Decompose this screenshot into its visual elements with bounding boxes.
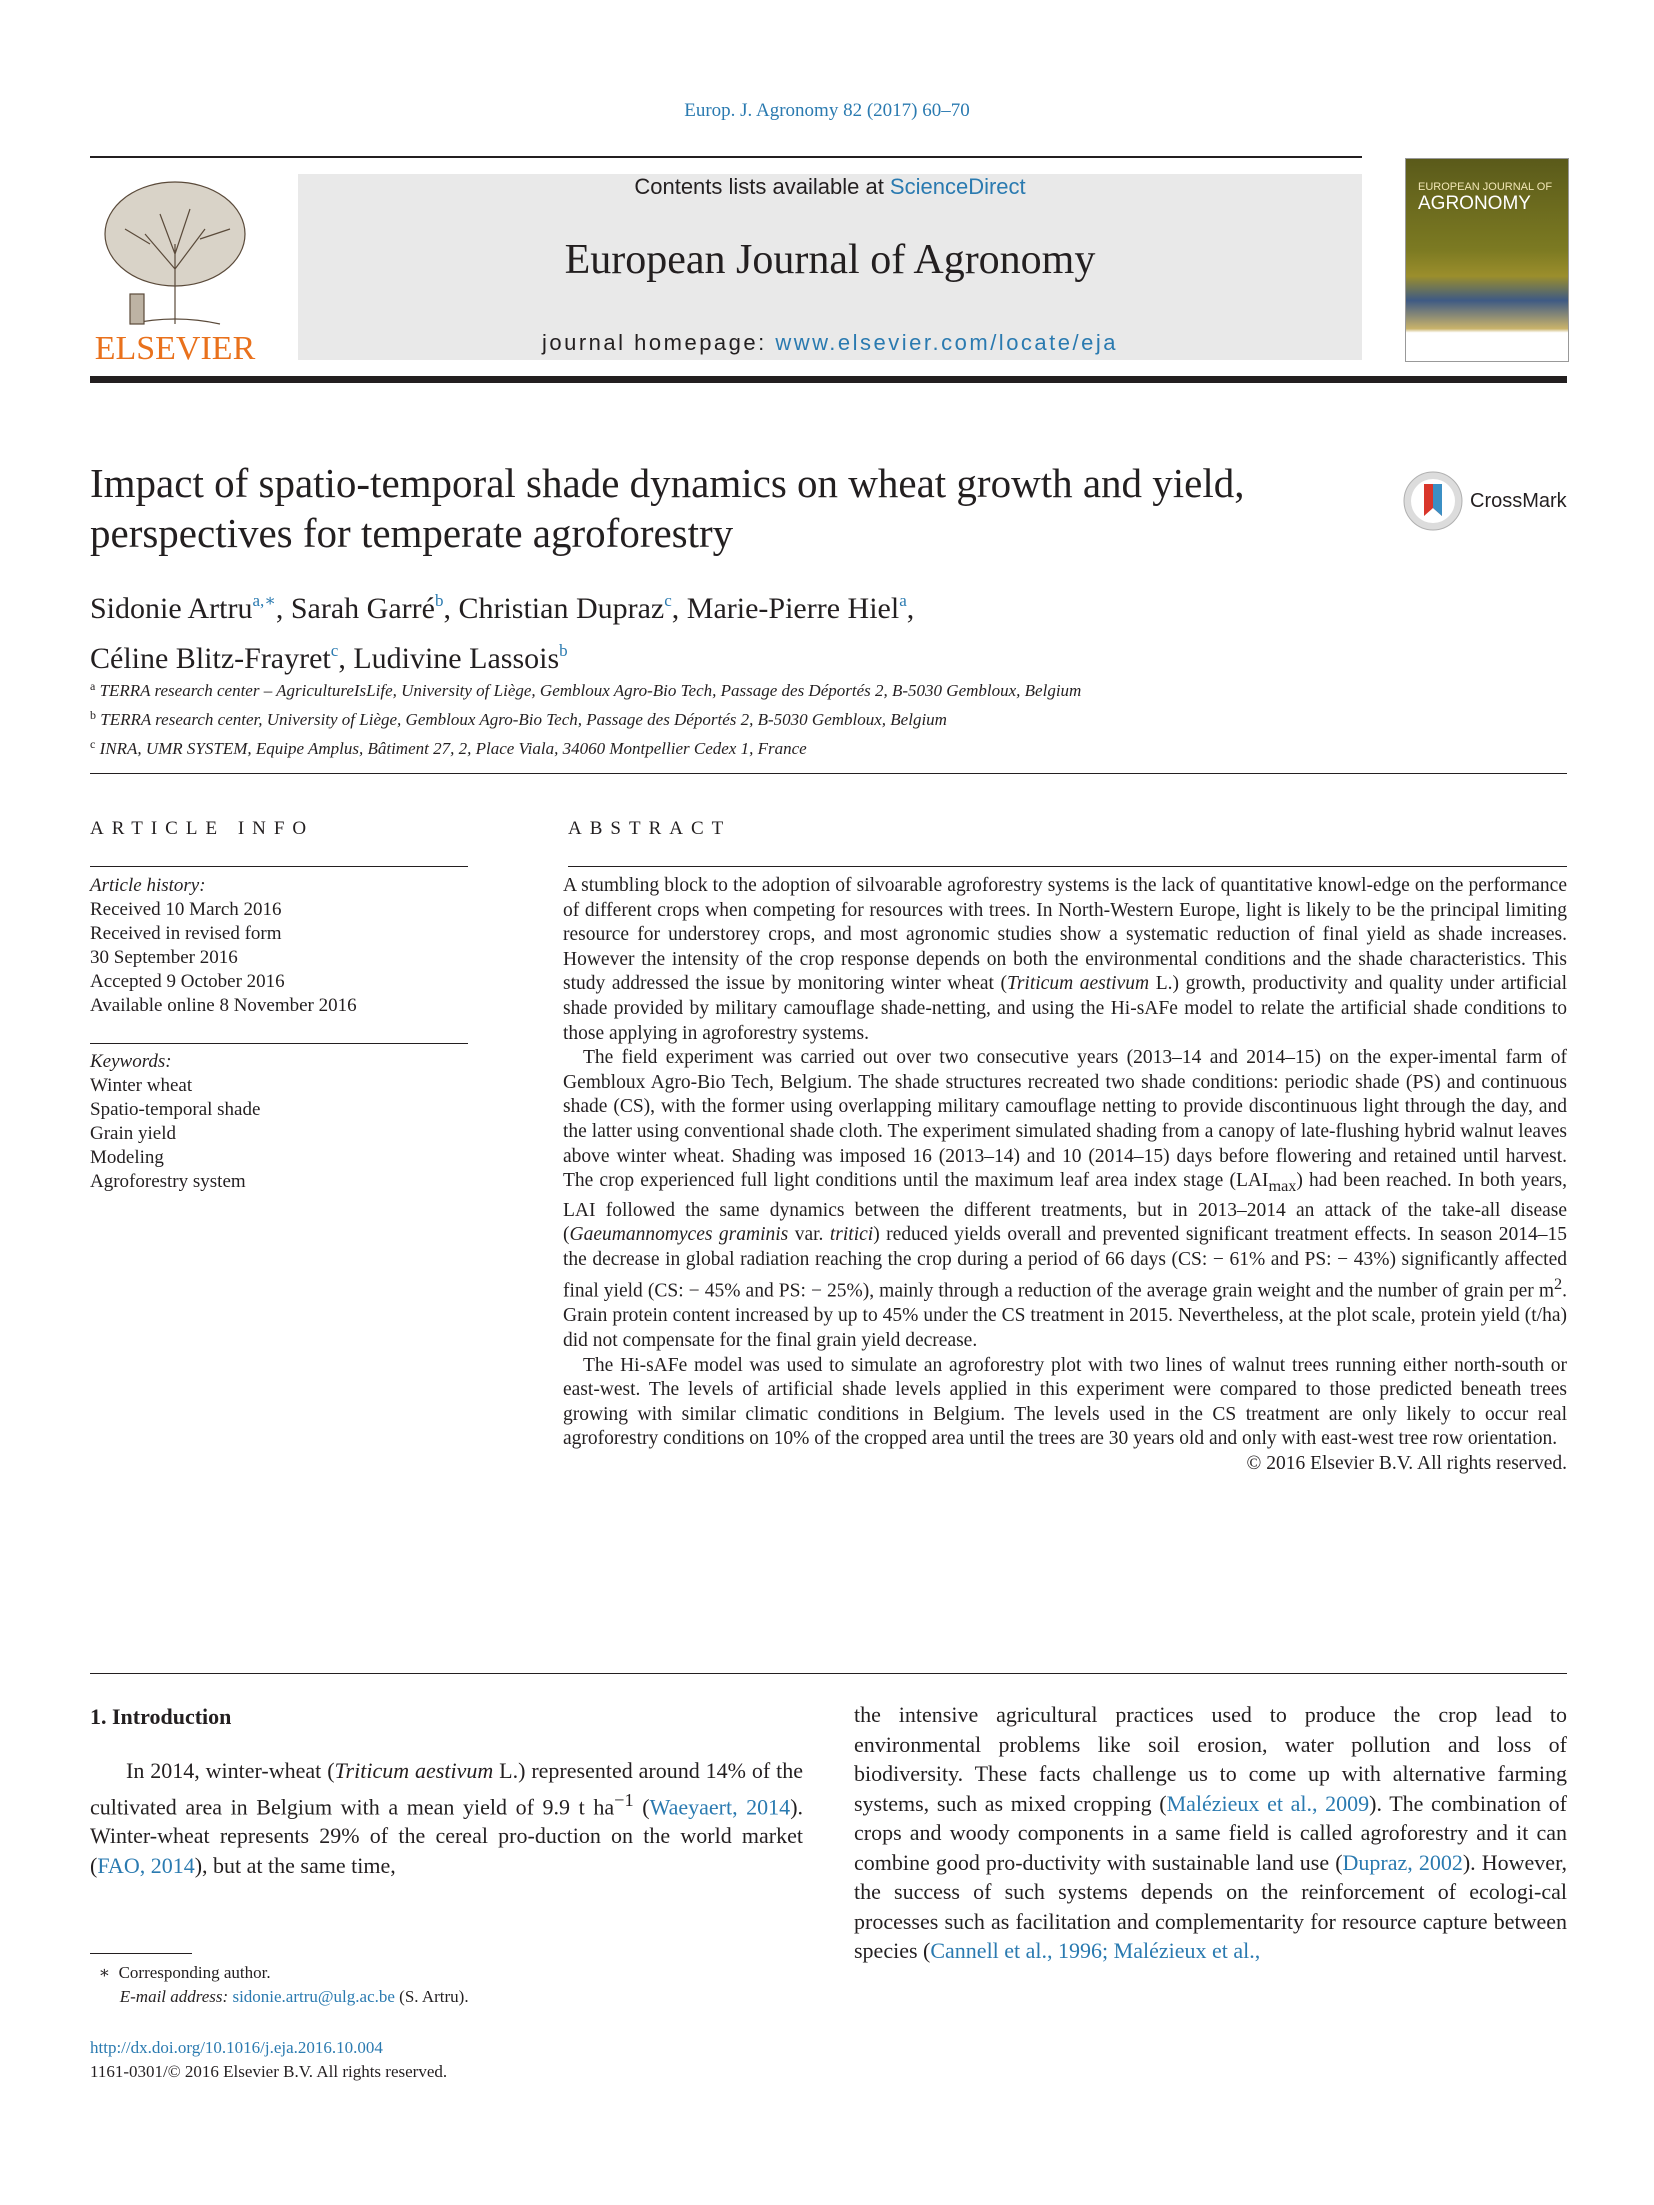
journal-name: European Journal of Agronomy (564, 237, 1096, 283)
author-affiliation-marker[interactable]: b (434, 591, 444, 610)
footnote (90, 1961, 790, 2009)
keyword: Modeling (90, 1147, 164, 1168)
abstract-paragraph: The Hi-sAFe model was used to simulate an agroforestry plot with two lines of walnut trees running either north-south or east-west. The levels of artificial shade levels applied in this experiment were compared to those predicted beneath trees growing with similar climatic conditions in Belgium. The levels used in the CS treatment are only likely to occur real agroforestry conditions on 10% of the cropped area until the trees are 30 years old and only with east-west tree row orientation. (563, 1354, 1567, 1450)
citation-link[interactable]: Malézieux et al., 2009 (1166, 1790, 1370, 1816)
abstract-label: ABSTRACT (568, 818, 732, 839)
section-rule (90, 1673, 1567, 1674)
author-affiliation-marker[interactable]: a,∗ (252, 591, 276, 610)
citation-link[interactable]: Cannell et al., 1996; Malézieux et al., (930, 1938, 1261, 1963)
footnote-mark: ∗ (98, 1963, 111, 1982)
author-separator: , (275, 592, 291, 625)
affiliation (90, 674, 1390, 703)
author[interactable]: Sidonie Artru (90, 592, 253, 625)
crossmark-label: CrossMark (1470, 490, 1567, 512)
author-separator: , (338, 642, 354, 675)
abstract-paragraph (563, 874, 1567, 1046)
history-item: Accepted 9 October 2016 (90, 971, 285, 992)
crossmark-icon (1402, 470, 1464, 532)
species-name: Triticum aestivum (1007, 973, 1150, 995)
body-column-left (90, 1756, 803, 1880)
body-column-right (854, 1700, 1567, 1966)
pathogen-name: Gaeumannomyces graminis (569, 1224, 789, 1246)
homepage-prefix: journal homepage: (542, 330, 776, 355)
abstract-text: The field experiment was carried out over two consecutive years (2013–14 and 2014–15) on the exper-imental farm of Gembloux Agro-Bio Tech, Belgium. The shade structures recreated two shade conditions: periodic shade (PS) and continuous shade (CS), with the former using overlapping military camouflage netting to provide discontinuous light through the day, and the latter using conventional shade cloth. The experiment simulated shading from a canopy of late-flushing hybrid walnut leaves above winter wheat. Shading was imposed 16 (2013–14) and 10 (2014–15) days before flowering and retained until harvest. The crop experienced full light conditions until the maximum leaf area index stage (LAI (563, 1047, 1567, 1192)
keyword: Winter wheat (90, 1075, 193, 1096)
author[interactable]: Céline Blitz-Frayret (90, 642, 331, 675)
history-item: Available online 8 November 2016 (90, 995, 357, 1016)
affiliations (90, 674, 1390, 761)
abstract-rule (568, 866, 1567, 867)
affiliation (90, 703, 1390, 732)
homepage-link[interactable]: www.elsevier.com/locate/eja (775, 330, 1118, 355)
body-text: ). However, the success of such systems depends on the reinforcement of ecologi-cal processes such as facilitation and complementarity for resource capture between species ( (854, 1849, 1568, 1963)
sciencedirect-link[interactable]: ScienceDirect (889, 174, 1026, 199)
abstract-copyright: © 2016 Elsevier B.V. All rights reserved. (1246, 1453, 1567, 1475)
crossmark-badge[interactable] (1402, 470, 1572, 536)
history-item: Received in revised form (90, 923, 282, 944)
body-text: ), but at the same time, (194, 1852, 396, 1878)
affiliation-key: b (90, 708, 96, 722)
author-separator: , (906, 592, 915, 625)
footnote-corresponding (90, 1961, 790, 1985)
homepage-line (298, 330, 1362, 356)
email-link[interactable]: sidonie.artru@ulg.ac.be (232, 1987, 395, 2006)
article-title: Impact of spatio-temporal shade dynamics on wheat growth and yield, perspectives for temperate agroforestry (90, 460, 1245, 556)
citation-link[interactable]: Waeyaert, 2014 (649, 1793, 791, 1819)
abstract-text: A stumbling block to the adoption of silvoarable agroforestry systems is the lack of quantitative knowl-edge on the performance of different crops when competing for resources with trees. In North-Western Europe, light is likely to be the principal limiting resource for understorey crops, and most agronomic studies show a systematic reduction of final yield as shade increases. However the intensity of the crop response depends on both the environmental conditions and the shade characteristics. This study addressed the issue by monitoring winter wheat ( (563, 875, 1567, 995)
doi-link[interactable]: http://dx.doi.org/10.1016/j.eja.2016.10.004 (90, 2038, 383, 2057)
history-item: 30 September 2016 (90, 947, 238, 968)
author-separator: , (443, 592, 459, 625)
info-rule (90, 1043, 468, 1044)
abstract-text: L.) growth, productivity and quality under artificial shade provided by military camouflage shade-netting, and using the Hi-sAFe model to relate the artificial shade conditions to those applying in agroforestry systems. (563, 973, 1567, 1044)
affiliation-text: TERRA research center – AgricultureIsLife, University of Liège, Gembloux Agro-Bio Tech, Passage des Déportés 2, B-5030 Gembloux, Belgium (99, 681, 1082, 700)
body-text: ( (633, 1793, 650, 1819)
species-name: Triticum aestivum (334, 1758, 494, 1783)
superscript: 2 (1554, 1275, 1563, 1294)
author[interactable]: Marie-Pierre Hiel (686, 592, 900, 625)
affiliation-text: TERRA research center, University of Liège, Gembloux Agro-Bio Tech, Passage des Déportés 2, B-5030 Gembloux, Belgium (100, 710, 947, 729)
journal-cover-thumbnail (1405, 158, 1569, 362)
author[interactable]: Christian Dupraz (458, 592, 665, 625)
author-affiliation-marker[interactable]: c (664, 591, 672, 610)
history-item: Received 10 March 2016 (90, 899, 282, 920)
cover-title-large: AGRONOMY (1418, 193, 1531, 214)
author-list (90, 580, 1390, 680)
affiliation-text: INRA, UMR SYSTEM, Equipe Amplus, Bâtiment 27, 2, Place Viala, 34060 Montpellier Cedex 1, France (99, 739, 807, 758)
body-paragraph (90, 1756, 803, 1880)
article-info-label: ARTICLE INFO (90, 818, 315, 839)
abstract-text: var. (788, 1224, 830, 1246)
elsevier-wordmark: ELSEVIER (94, 330, 256, 367)
body-paragraph (854, 1700, 1567, 1966)
info-rule (90, 866, 468, 867)
author[interactable]: Ludivine Lassois (353, 642, 560, 675)
abstract-text: . Grain protein content increased by up to 45% under the CS treatment in 2015. Nevertheless, at the plot scale, protein yield (t/ha) did not compensate for the final grain yield decrease. (563, 1280, 1567, 1352)
superscript: −1 (614, 1789, 634, 1810)
keyword: Grain yield (90, 1123, 177, 1144)
keywords (90, 1050, 468, 1194)
author[interactable]: Sarah Garré (290, 592, 435, 625)
footnote-email (90, 1985, 790, 2009)
author-affiliation-marker[interactable]: b (559, 641, 568, 660)
abstract-body (563, 874, 1567, 1477)
author-affiliation-marker[interactable]: c (330, 641, 339, 660)
section-rule (90, 773, 1567, 774)
contents-line (298, 174, 1362, 200)
abstract-paragraph (563, 1046, 1567, 1354)
body-text: In 2014, winter-wheat ( (126, 1758, 335, 1783)
citation-link[interactable]: Dupraz, 2002 (1342, 1849, 1463, 1875)
subscript: max (1268, 1177, 1297, 1196)
affiliation-key: c (90, 737, 96, 751)
abstract-text: ) had been reached. In both years, LAI followed the same dynamics between the different treatments, but in 2013–2014 an attack of the take-all disease ( (563, 1170, 1567, 1246)
body-text: ). Winter-wheat represents 29% of the cereal pro-duction on the world market ( (90, 1793, 804, 1878)
keyword: Agroforestry system (90, 1171, 246, 1192)
footnote-text: Corresponding author. (118, 1963, 271, 1982)
author-affiliation-marker[interactable]: a (899, 591, 907, 610)
keywords-title: Keywords: (90, 1051, 172, 1072)
header-thick-rule (90, 376, 1567, 383)
variety-name: tritici (829, 1224, 874, 1246)
body-text: L.) represented around 14% of the cultivated area in Belgium with a mean yield of 9.9 t ha (90, 1758, 803, 1819)
cover-title-small: EUROPEAN JOURNAL OF (1418, 181, 1553, 193)
abstract-text: ) reduced yields overall and prevented significant treatment effects. In season 2014–15 the decrease in global radiation reaching the crop during a period of 66 days (CS: − 61% and PS: − 43%) significantly affected final yield (CS: − 45% and PS: − 25%), mainly through a reduction of the average grain weight and the number of grain per m (563, 1224, 1567, 1302)
keyword: Spatio-temporal shade (90, 1099, 261, 1120)
email-suffix: (S. Artru). (399, 1987, 469, 2006)
article-history (90, 874, 468, 1018)
author-separator: , (671, 592, 687, 625)
journal-citation[interactable]: Europ. J. Agronomy 82 (2017) 60–70 (684, 100, 970, 121)
footnote-rule (90, 1953, 192, 1954)
email-label: E-mail address: (119, 1987, 229, 2006)
doi-block (90, 2036, 447, 2084)
body-text: ). The combination of crops and woody components in a same field is called agroforestry and it can combine good pro-ductivity with sustainable land use ( (854, 1790, 1567, 1875)
affiliation (90, 732, 1390, 761)
header-rule (90, 156, 1362, 158)
history-title: Article history: (90, 875, 206, 896)
affiliation-key: a (90, 679, 96, 693)
citation-link[interactable]: FAO, 2014 (97, 1852, 195, 1878)
contents-prefix: Contents lists available at (634, 174, 890, 199)
body-text: the intensive agricultural practices used to produce the crop lead to environmental problems like soil erosion, water pollution and loss of biodiversity. These facts challenge us to come up with alternative farming systems, such as mixed cropping ( (854, 1702, 1567, 1816)
issn-line: 1161-0301/© 2016 Elsevier B.V. All rights reserved. (90, 2062, 448, 2081)
section-heading-introduction: 1. Introduction (90, 1704, 232, 1729)
